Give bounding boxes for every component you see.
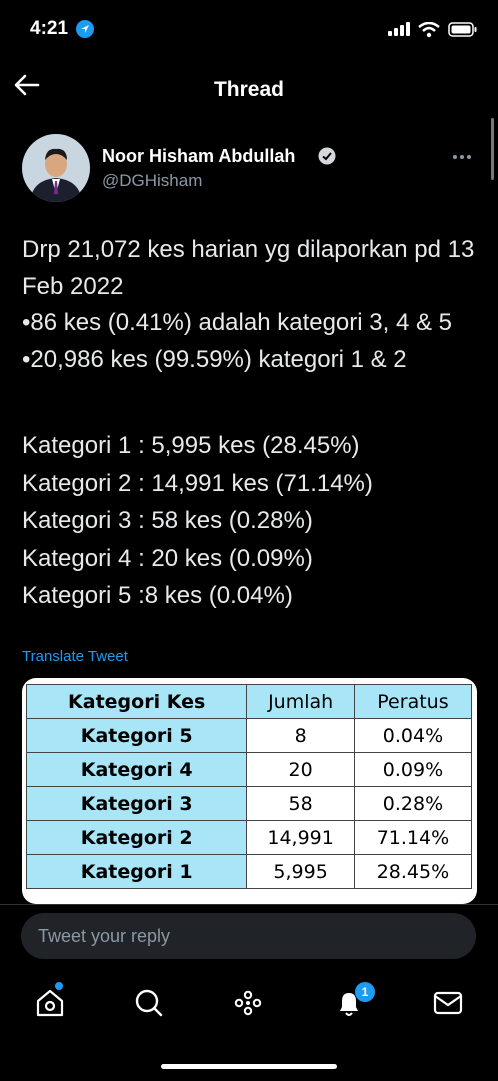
author-handle[interactable]: @DGHisham — [102, 171, 203, 190]
tweet-line: •20,986 kes (99.59%) kategori 1 & 2 — [22, 345, 407, 373]
verified-badge-icon — [318, 147, 336, 165]
table-header: Kategori Kes — [27, 685, 247, 719]
cellular-signal-icon — [388, 22, 412, 36]
home-indicator — [161, 1064, 337, 1069]
tweet-image[interactable] — [22, 678, 477, 904]
avatar[interactable] — [22, 134, 90, 202]
table-cell: Kategori 2 — [27, 821, 247, 855]
table-cell: 0.28% — [354, 787, 471, 821]
table-cell: Kategori 4 — [27, 753, 247, 787]
table-cell: Kategori 5 — [27, 719, 247, 753]
table-cell: Kategori 3 — [27, 787, 247, 821]
translate-tweet-link[interactable]: Translate Tweet — [22, 648, 128, 665]
category-line: Kategori 4 : 20 kes (0.09%) — [22, 544, 313, 572]
table-header: Peratus — [354, 685, 471, 719]
category-line: Kategori 3 : 58 kes (0.28%) — [22, 507, 313, 534]
table-cell: 8 — [247, 719, 355, 753]
table-cell: 71.14% — [354, 821, 471, 855]
table-row — [27, 787, 472, 821]
table-cell: 14,991 — [247, 821, 355, 855]
status-time: 4:21 — [30, 18, 69, 39]
table-cell: 28.45% — [354, 855, 471, 889]
scrollbar[interactable] — [491, 118, 494, 180]
reply-placeholder: Tweet your reply — [38, 926, 171, 946]
location-icon — [76, 20, 94, 38]
category-line: Kategori 2 : 14,991 kes (71.14%) — [22, 469, 373, 497]
battery-icon — [448, 22, 478, 37]
table-row — [27, 719, 472, 753]
author-name[interactable]: Noor Hisham Abdullah — [102, 146, 296, 166]
more-options-button[interactable] — [452, 145, 472, 165]
tweet-line: Drp 21,072 kes harian yg dilaporkan pd 13 Feb 2022 — [22, 236, 475, 300]
tweet-text — [22, 232, 482, 378]
home-new-indicator — [55, 982, 63, 990]
table-row — [27, 855, 472, 889]
spaces-icon[interactable] — [232, 987, 264, 1019]
table-cell: 5,995 — [247, 855, 355, 889]
table-cell: 0.09% — [354, 753, 471, 787]
category-table — [26, 684, 472, 889]
table-row — [27, 753, 472, 787]
person-photo-icon — [22, 134, 90, 202]
page-title: Thread — [213, 78, 284, 101]
wifi-icon — [418, 22, 440, 38]
category-line: Kategori 1 : 5,995 kes (28.45%) — [22, 432, 360, 459]
search-icon[interactable] — [133, 987, 165, 1019]
table-cell: 0.04% — [354, 719, 471, 753]
table-cell: 58 — [247, 787, 355, 821]
messages-mail-icon[interactable] — [432, 987, 464, 1019]
tweet-line: •86 kes (0.41%) adalah kategori 3, 4 & 5 — [22, 309, 452, 336]
home-icon[interactable] — [34, 987, 66, 1019]
category-line: Kategori 5 :8 kes (0.04%) — [22, 582, 293, 609]
tweet-category-list — [22, 427, 482, 615]
table-cell: 20 — [247, 753, 355, 787]
table-row — [27, 821, 472, 855]
table-cell: Kategori 1 — [27, 855, 247, 889]
more-dots-icon — [452, 154, 472, 160]
table-header: Jumlah — [247, 685, 355, 719]
notification-count-badge: 1 — [355, 982, 375, 1002]
